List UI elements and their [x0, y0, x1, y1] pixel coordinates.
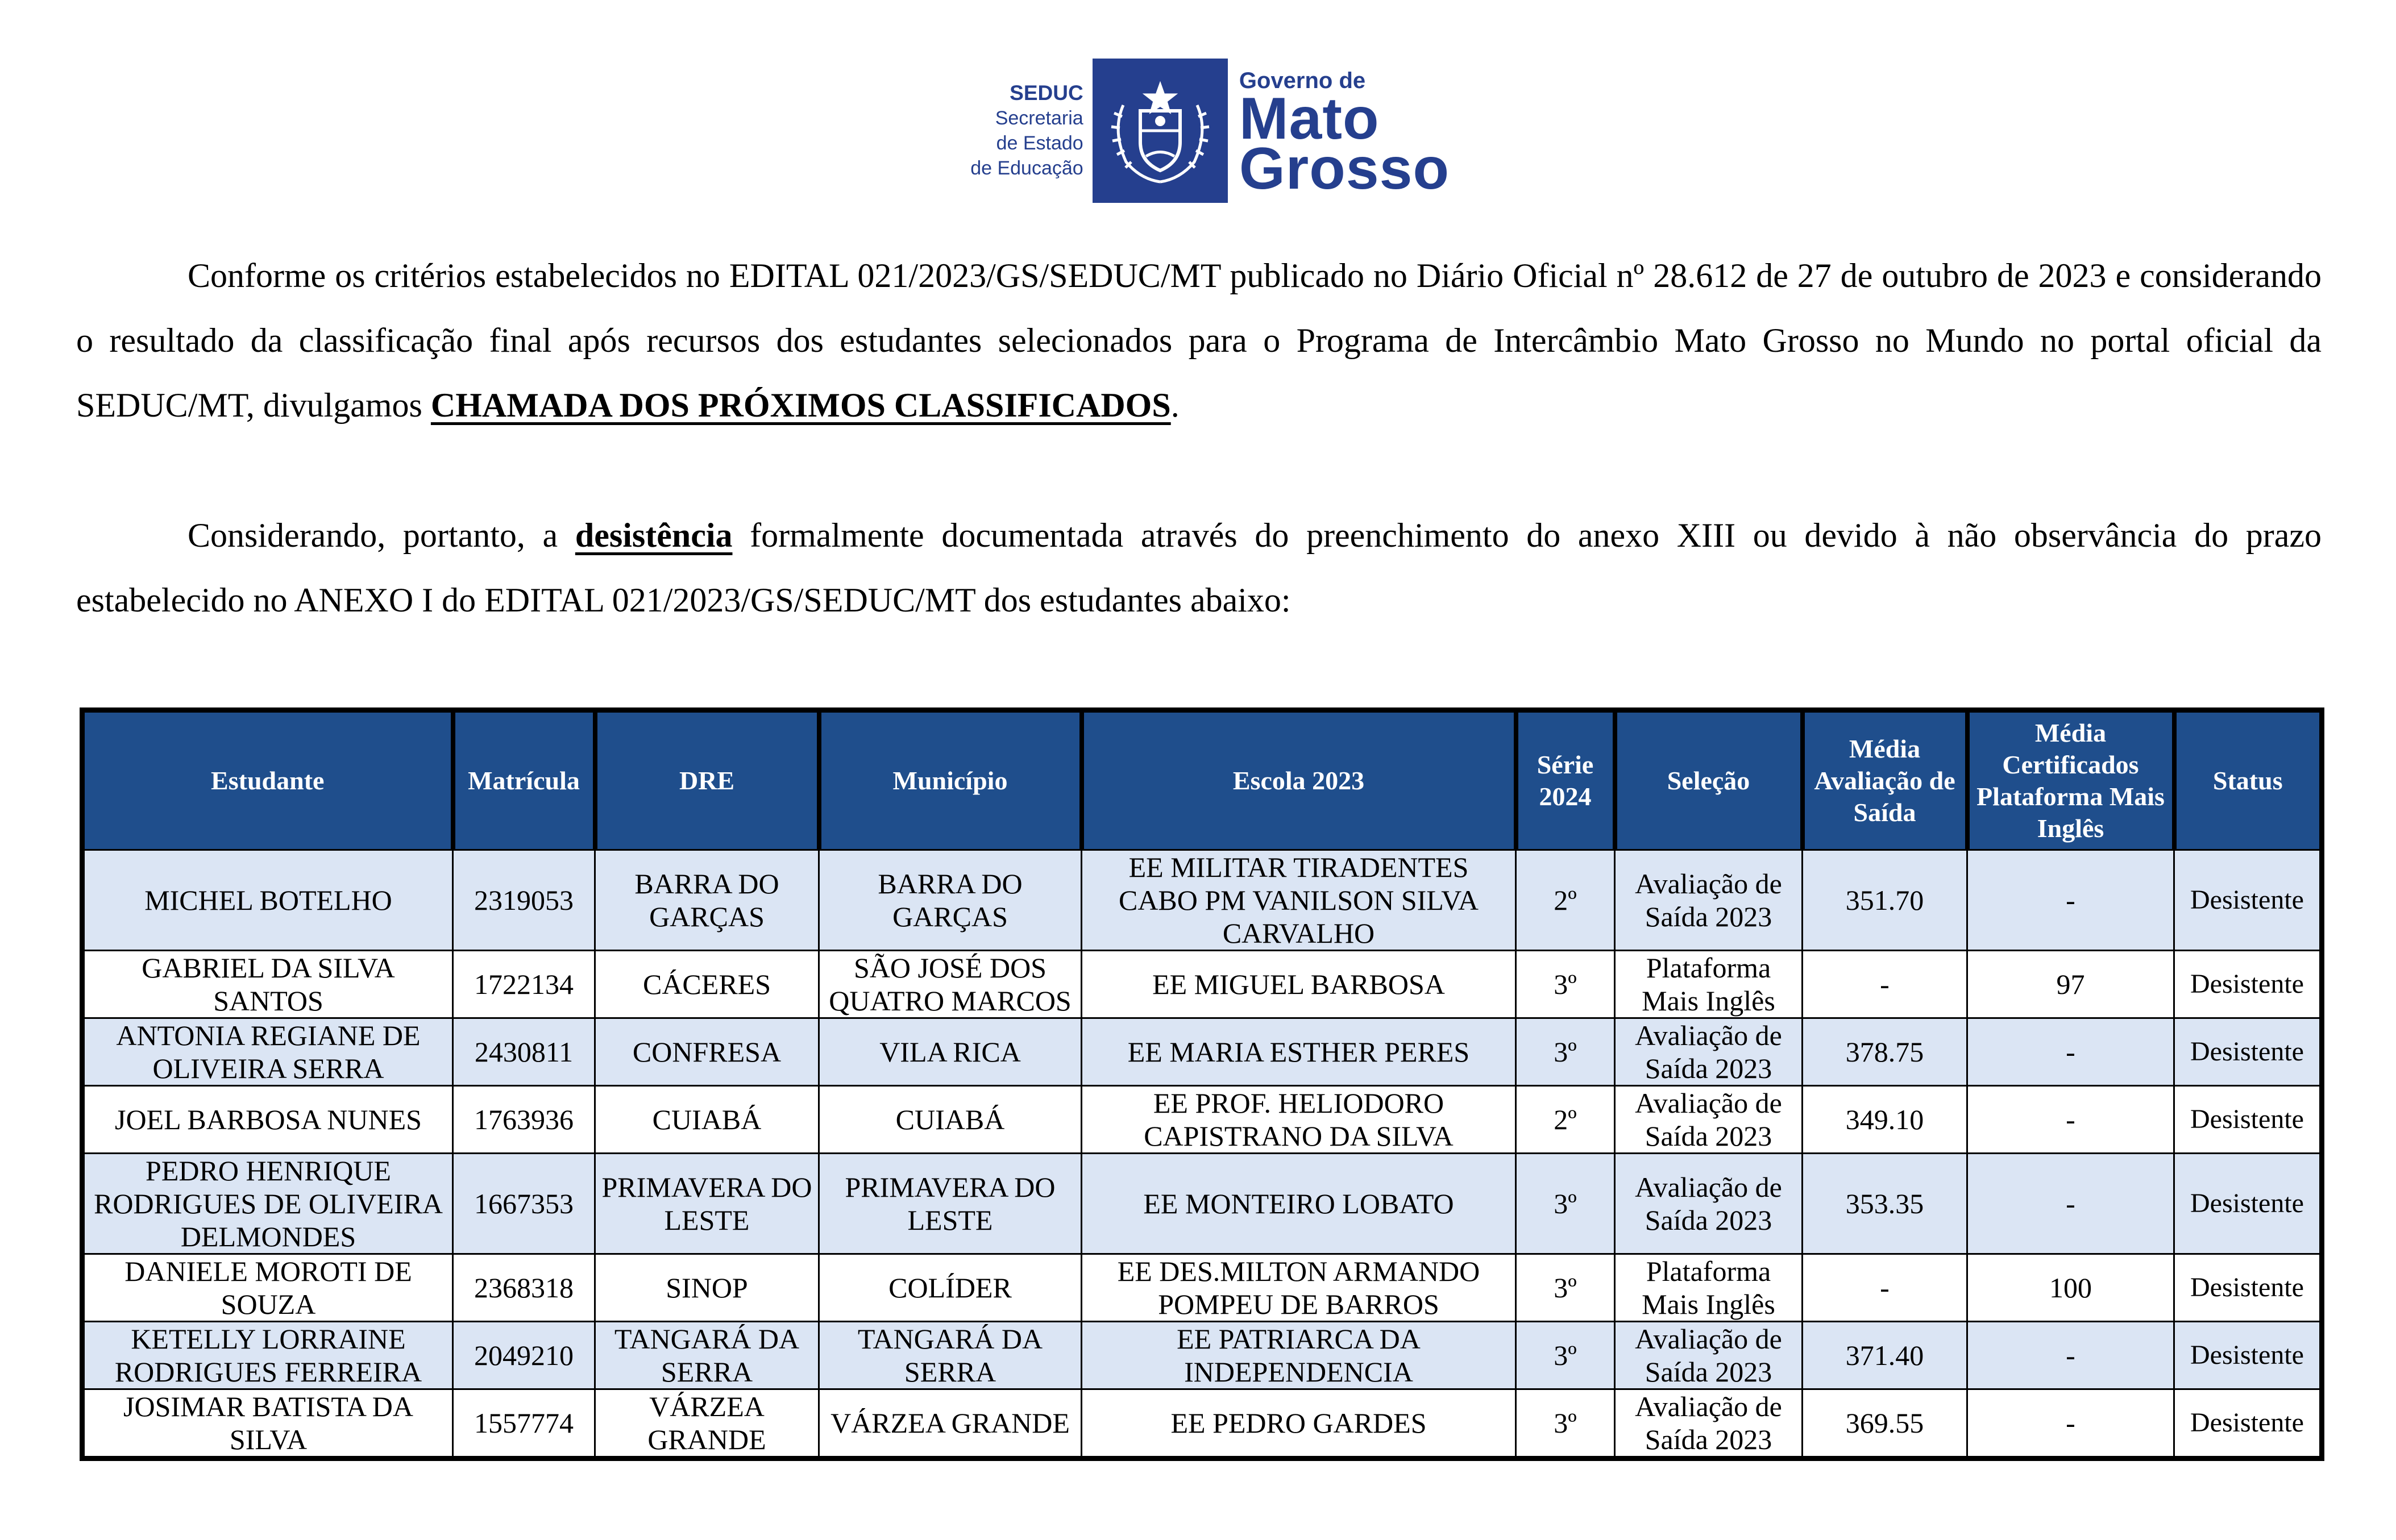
table-cell: CUIABÁ [819, 1086, 1082, 1154]
table-cell: COLÍDER [819, 1254, 1082, 1322]
table-cell: DANIELE MOROTI DE SOUZA [82, 1254, 453, 1322]
table-cell: 3º [1516, 1389, 1615, 1459]
table-cell: BARRA DO GARÇAS [595, 850, 819, 951]
intro-text: Conforme os critérios estabelecidos no EDITAL 021/2023/GS/SEDUC/MT publicado no Diário Oficial nº 28.612 de 27 de outubro de 2023 e considerando o resultado da classificação final após recursos dos estudantes selecionados para o Programa de Intercâmbio Mato Grosso no Mundo no portal oficial da SEDUC/MT, divulgamos [76, 257, 2322, 424]
withdrawal-paragraph [76, 503, 2322, 632]
table-cell: 2º [1516, 850, 1615, 951]
table-cell-status: Desistente [2174, 1254, 2322, 1322]
table-cell: CUIABÁ [595, 1086, 819, 1154]
table-cell: Avaliação de Saída 2023 [1615, 1018, 1803, 1086]
table-cell: TANGARÁ DA SERRA [595, 1322, 819, 1389]
students-table [80, 707, 2324, 1461]
withdrawal-text: Considerando, portanto, a [188, 517, 575, 554]
table-cell: - [1967, 1322, 2174, 1389]
table-cell: 378.75 [1803, 1018, 1967, 1086]
table-cell-status: Desistente [2174, 1154, 2322, 1254]
logo-mato: Mato [1239, 86, 1380, 152]
table-cell: 2049210 [453, 1322, 595, 1389]
table-cell: 100 [1967, 1254, 2174, 1322]
table-cell: 353.35 [1803, 1154, 1967, 1254]
table-cell: 2º [1516, 1086, 1615, 1154]
table-cell-status: Desistente [2174, 951, 2322, 1018]
table-cell: EE MONTEIRO LOBATO [1082, 1154, 1516, 1254]
table-cell-status: Desistente [2174, 850, 2322, 951]
table-cell: EE MARIA ESTHER PERES [1082, 1018, 1516, 1086]
table-row [82, 1322, 2322, 1389]
table-cell: EE DES.MILTON ARMANDO POMPEU DE BARROS [1082, 1254, 1516, 1322]
table-cell: JOEL BARBOSA NUNES [82, 1086, 453, 1154]
column-header: Estudante [82, 710, 453, 850]
table-cell: 3º [1516, 1018, 1615, 1086]
table-cell: 97 [1967, 951, 2174, 1018]
table-cell: 2319053 [453, 850, 595, 951]
withdrawal-text-end: formalmente documentada através do preenchimento do anexo XIII ou devido à não observância do prazo estabelecido no ANEXO I do EDITAL 021/2023/GS/SEDUC/MT dos estudantes abaixo: [76, 517, 2322, 619]
column-header: DRE [595, 710, 819, 850]
logo-line-secretaria: Secretaria [995, 107, 1083, 129]
seduc-mt-logo [961, 57, 1450, 205]
table-cell: 1722134 [453, 951, 595, 1018]
column-header: Escola 2023 [1082, 710, 1516, 850]
table-cell: SINOP [595, 1254, 819, 1322]
table-cell: Avaliação de Saída 2023 [1615, 1086, 1803, 1154]
table-cell: EE MILITAR TIRADENTES CABO PM VANILSON SILVA CARVALHO [1082, 850, 1516, 951]
logo-governo-de: Governo de [1239, 68, 1366, 93]
table-cell: 1557774 [453, 1389, 595, 1459]
table-cell: PEDRO HENRIQUE RODRIGUES DE OLIVEIRA DELMONDES [82, 1154, 453, 1254]
table-cell: - [1967, 850, 2174, 951]
table-cell: MICHEL BOTELHO [82, 850, 453, 951]
table-cell: VÁRZEA GRANDE [595, 1389, 819, 1459]
column-header: Matrícula [453, 710, 595, 850]
logo-line-educacao: de Educação [970, 157, 1083, 179]
column-header: Média Avaliação de Saída [1803, 710, 1967, 850]
table-cell: - [1967, 1389, 2174, 1459]
column-header: Média Certificados Plataforma Mais Inglês [1967, 710, 2174, 850]
table-row [82, 951, 2322, 1018]
table-cell: Avaliação de Saída 2023 [1615, 1389, 1803, 1459]
table-cell: 3º [1516, 1322, 1615, 1389]
table-cell: Avaliação de Saída 2023 [1615, 850, 1803, 951]
table-cell: EE PROF. HELIODORO CAPISTRANO DA SILVA [1082, 1086, 1516, 1154]
table-cell: PRIMAVERA DO LESTE [819, 1154, 1082, 1254]
table-cell: 349.10 [1803, 1086, 1967, 1154]
table-cell: - [1967, 1154, 2174, 1254]
table-cell: - [1967, 1018, 2174, 1086]
table-cell: TANGARÁ DA SERRA [819, 1322, 1082, 1389]
seduc-logo-text [961, 81, 1083, 181]
table-cell: 2430811 [453, 1018, 595, 1086]
table-cell: EE MIGUEL BARBOSA [1082, 951, 1516, 1018]
table-cell: 1763936 [453, 1086, 595, 1154]
table-cell: Avaliação de Saída 2023 [1615, 1322, 1803, 1389]
column-header: Seleção [1615, 710, 1803, 850]
table-cell: 371.40 [1803, 1322, 1967, 1389]
table-cell: CONFRESA [595, 1018, 819, 1086]
column-header: Status [2174, 710, 2322, 850]
table-cell: CÁCERES [595, 951, 819, 1018]
intro-text-end: . [1170, 386, 1180, 424]
table-cell: 1667353 [453, 1154, 595, 1254]
logo-line-estado: de Estado [996, 132, 1083, 154]
table-cell: Avaliação de Saída 2023 [1615, 1154, 1803, 1254]
table-cell: PRIMAVERA DO LESTE [595, 1154, 819, 1254]
table-cell: ANTONIA REGIANE DE OLIVEIRA SERRA [82, 1018, 453, 1086]
table-cell: 351.70 [1803, 850, 1967, 951]
table-row [82, 1389, 2322, 1459]
table-cell: JOSIMAR BATISTA DA SILVA [82, 1389, 453, 1459]
table-row [82, 1086, 2322, 1154]
logo-grosso: Grosso [1239, 136, 1450, 202]
table-cell: 3º [1516, 1254, 1615, 1322]
table-cell: 3º [1516, 1154, 1615, 1254]
table-cell: VÁRZEA GRANDE [819, 1389, 1082, 1459]
column-header: Município [819, 710, 1082, 850]
table-cell: SÃO JOSÉ DOS QUATRO MARCOS [819, 951, 1082, 1018]
table-cell: Plataforma Mais Inglês [1615, 1254, 1803, 1322]
table-cell-status: Desistente [2174, 1086, 2322, 1154]
table-row [82, 1154, 2322, 1254]
column-header: Série 2024 [1516, 710, 1615, 850]
table-cell: KETELLY LORRAINE RODRIGUES FERREIRA [82, 1322, 453, 1389]
withdrawal-emphasis: desistência [575, 517, 733, 554]
table-cell-status: Desistente [2174, 1018, 2322, 1086]
table-row [82, 850, 2322, 951]
table-row [82, 1018, 2322, 1086]
intro-emphasis: CHAMADA DOS PRÓXIMOS CLASSIFICADOS [430, 386, 1171, 424]
table-cell: Plataforma Mais Inglês [1615, 951, 1803, 1018]
coat-of-arms-icon [1093, 59, 1228, 203]
table-cell: 3º [1516, 951, 1615, 1018]
table-cell: - [1967, 1086, 2174, 1154]
intro-paragraph [76, 243, 2322, 438]
mato-grosso-logo-text [1237, 68, 1450, 202]
table-cell: EE PATRIARCA DA INDEPENDENCIA [1082, 1322, 1516, 1389]
table-cell: GABRIEL DA SILVA SANTOS [82, 951, 453, 1018]
table-header-row [82, 710, 2322, 850]
table-cell: EE PEDRO GARDES [1082, 1389, 1516, 1459]
table-cell: 2368318 [453, 1254, 595, 1322]
table-cell-status: Desistente [2174, 1322, 2322, 1389]
table-cell: - [1803, 951, 1967, 1018]
table-cell-status: Desistente [2174, 1389, 2322, 1459]
table-cell: BARRA DO GARÇAS [819, 850, 1082, 951]
table-cell: VILA RICA [819, 1018, 1082, 1086]
table-cell: 369.55 [1803, 1389, 1967, 1459]
table-row [82, 1254, 2322, 1322]
logo-line-seduc: SEDUC [1010, 81, 1083, 105]
table-cell: - [1803, 1254, 1967, 1322]
